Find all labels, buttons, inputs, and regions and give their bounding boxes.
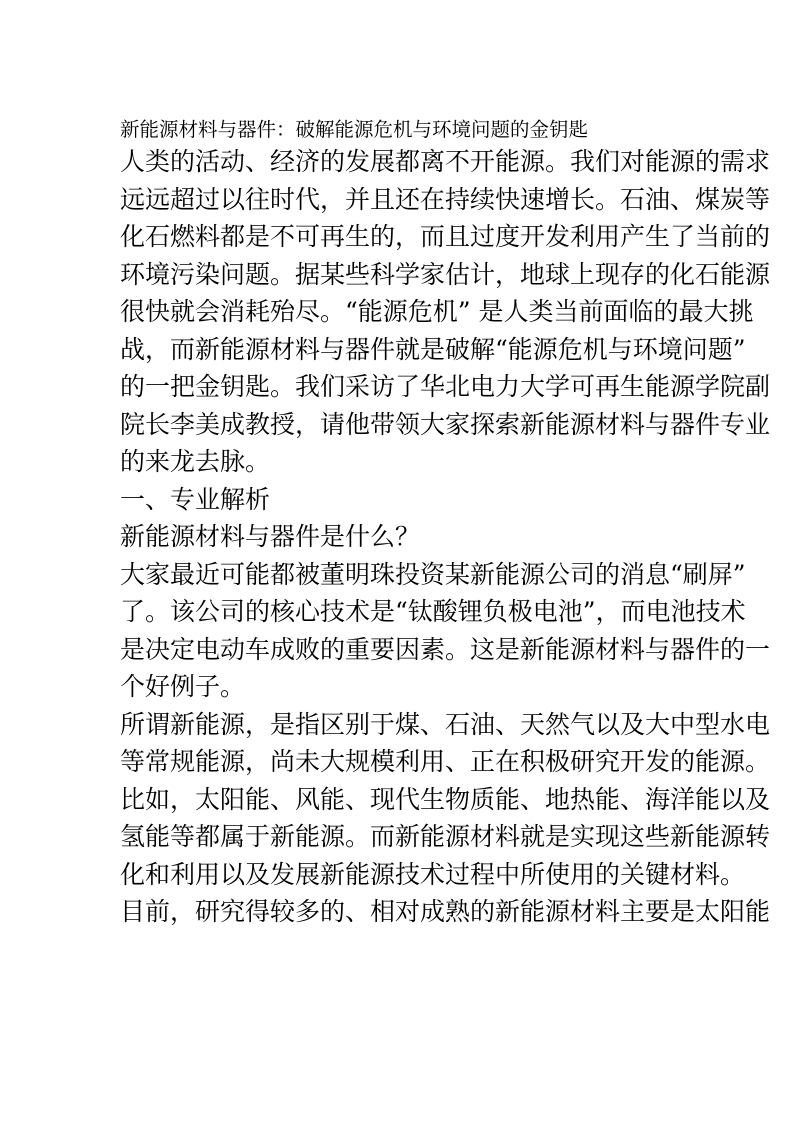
text-line: 了。该公司的核心技术是“钛酸锂负极电池”，而电池技术 (120, 597, 746, 626)
text-line: 院长李美成教授，请他带领大家探索新能源材料与器件专业 (120, 409, 771, 439)
document-title: 新能源材料与器件：破解能源危机与环境问题的金钥匙 (120, 118, 589, 141)
text-line: 化石燃料都是不可再生的，而且过度开发利用产生了当前的 (120, 222, 771, 251)
text-line: 个好例子。 (120, 672, 246, 701)
text-line: 氢能等都属于新能源。而新能源材料就是实现这些新能源转 (120, 822, 771, 851)
text-line: 新能源材料与器件是什么？ (120, 522, 421, 551)
text-line: 人类的活动、经济的发展都离不开能源。我们对能源的需求 (120, 147, 771, 176)
paragraph (120, 893, 771, 931)
document-body (120, 143, 771, 931)
text-line: 很快就会消耗殆尽。“能源危机” 是人类当前面临的最大挑 (120, 297, 754, 326)
text-line: 的来龙去脉。 (120, 447, 271, 476)
text-line: 远远超过以往时代，并且还在持续快速增长。石油、煤炭等 (120, 184, 771, 214)
text-line: 比如，太阳能、风能、现代生物质能、地热能、海洋能以及 (120, 784, 771, 814)
paragraph (120, 518, 676, 556)
text-line: 大家最近可能都被董明珠投资某新能源公司的消息“刷屏” (120, 559, 746, 589)
paragraph (120, 481, 676, 519)
text-line: 目前，研究得较多的、相对成熟的新能源材料主要是太阳能 (120, 897, 771, 926)
text-line: 化和利用以及发展新能源技术过程中所使用的关键材料。 (120, 859, 746, 889)
paragraph (120, 556, 771, 706)
text-line: 的一把金钥匙。我们采访了华北电力大学可再生能源学院副 (120, 372, 771, 401)
paragraph (120, 143, 771, 481)
text-line: 环境污染问题。据某些科学家估计，地球上现存的化石能源 (120, 259, 771, 289)
text-line: 等常规能源，尚未大规模利用、正在积极研究开发的能源。 (120, 747, 771, 776)
text-line: 所谓新能源，是指区别于煤、石油、天然气以及大中型水电 (120, 709, 771, 739)
paragraph (120, 706, 771, 894)
text-line: 战，而新能源材料与器件就是破解“能源危机与环境问题” (120, 334, 746, 364)
text-line: 一、专业解析 (120, 484, 271, 514)
text-line: 是决定电动车成败的重要因素。这是新能源材料与器件的一 (120, 634, 771, 664)
